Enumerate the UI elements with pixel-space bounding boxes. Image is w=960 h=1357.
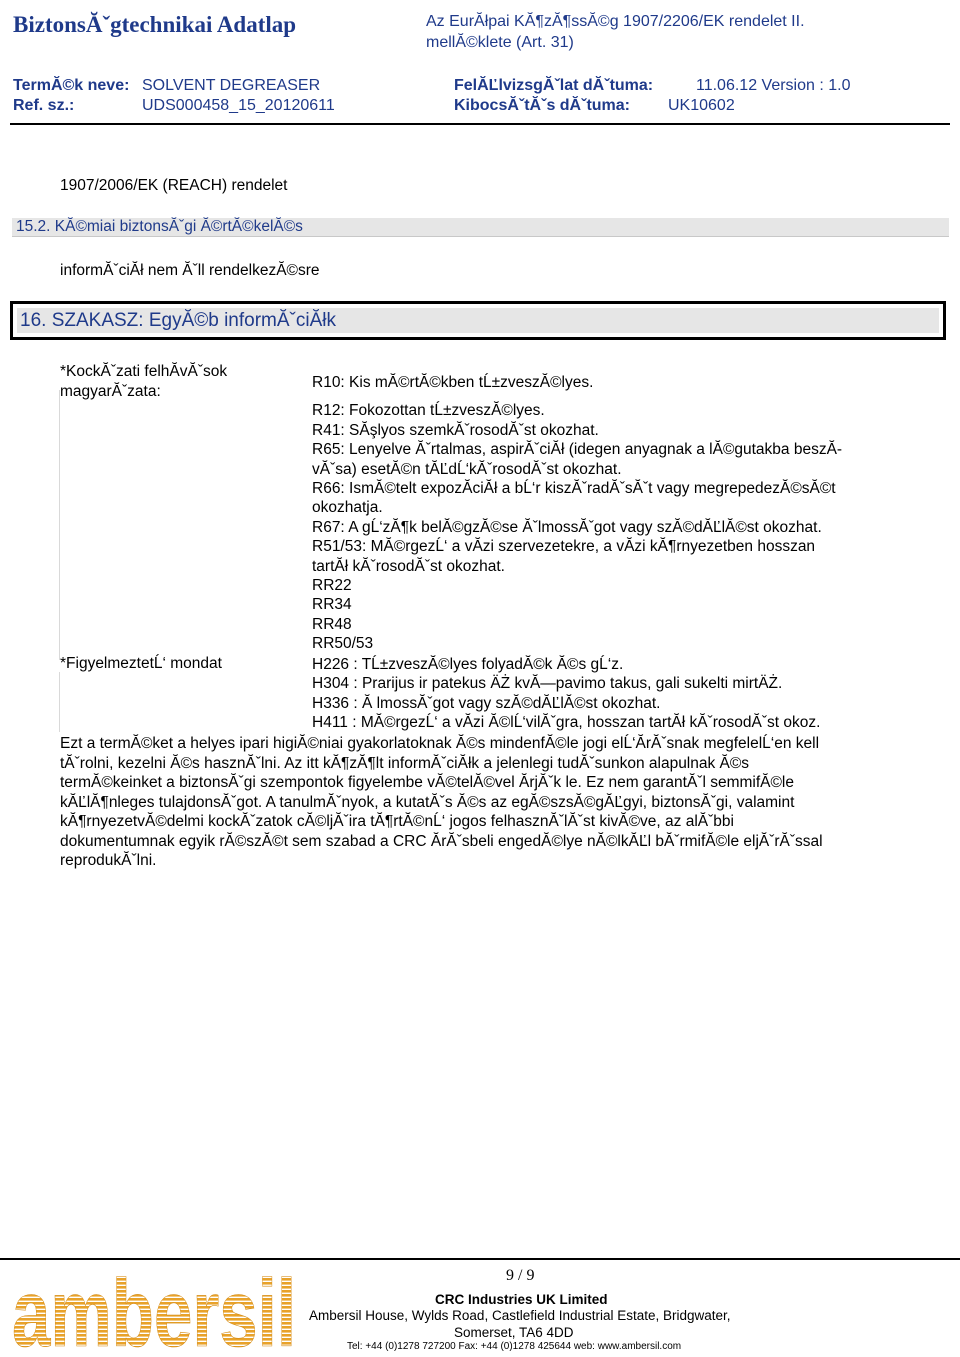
product-name-label: TermĂ©k neve: xyxy=(13,77,130,94)
logo-wordmark: ambersil xyxy=(12,1260,296,1357)
hazard-statement: H336 : Ă lmossĂˇgot vagy szĂ©dĂĽlĂ©st okozhat. xyxy=(312,694,661,712)
risk-line: vĂˇsa) esetĂ©n tĂĽdĹ‘kĂˇrosodĂˇst okozhat. xyxy=(312,460,622,478)
section-15-2-heading: 15.2. KĂ©miai biztonsĂˇgi Ă©rtĂ©kelĂ©s xyxy=(12,218,949,237)
hazard-statement: H226 : TĹ±zveszĂ©lyes folyadĂ©k Ă©s gĹ‘z. xyxy=(312,656,624,673)
risk-line: RR50/53 xyxy=(312,635,374,653)
company-contact: Tel: +44 (0)1278 727200 Fax: +44 (0)1278 425644 web: www.ambersil.com xyxy=(347,1341,682,1352)
section-15-2-text: informĂˇciĂł nem Ăˇll rendelkezĂ©sre xyxy=(60,262,320,279)
risk-line: RR34 xyxy=(312,596,352,614)
hazard-statement: H411 : MĂ©rgezĹ‘ a vĂzi Ă©lĹ‘vilĂˇgra, hosszan tartĂł kĂˇrosodĂˇst okoz. xyxy=(312,714,821,732)
risk-line: R41: SĂşlyos szemkĂˇrosodĂˇst okozhat. xyxy=(312,421,599,439)
warning-statements-list xyxy=(312,655,912,733)
risk-phrases-label: *KockĂˇzati felhĂvĂˇsok magyarĂˇzata: xyxy=(60,363,228,400)
risk-line: R66: IsmĂ©telt expozĂciĂł a bĹ‘r kiszĂˇradĂˇsĂˇt vagy megrepedezĂ©sĂ©t xyxy=(312,480,836,498)
risk-line: R67: A gĹ‘zĂ¶k belĂ©gzĂ©se ĂˇlmossĂˇgot vagy szĂ©dĂĽlĂ©st okozhat. xyxy=(312,518,822,536)
company-name: CRC Industries UK Limited xyxy=(435,1292,608,1307)
company-address-line-2: Somerset, TA6 4DD xyxy=(454,1325,574,1340)
risk-line: R10: Kis mĂ©rtĂ©kben tĹ±zveszĂ©lyes. xyxy=(312,374,594,391)
risk-line: R65: Lenyelve Ăˇrtalmas, aspirĂˇciĂł (idegen anyagnak a lĂ©gutakba beszĂ- xyxy=(312,441,843,459)
risk-line: RR22 xyxy=(312,577,352,595)
regulation-line-2: mellĂ©klete (Art. 31) xyxy=(426,34,574,51)
issue-date-label: KibocsĂˇtĂˇs dĂˇtuma: xyxy=(454,97,630,114)
table-border xyxy=(59,390,60,660)
header-divider xyxy=(10,123,950,125)
table-border xyxy=(59,672,60,732)
risk-line: R51/53: MĂ©rgezĹ‘ a vĂzi szervezetekre, a vĂzi kĂ¶rnyezetben hosszan xyxy=(312,538,816,556)
product-name-value: SOLVENT DEGREASER xyxy=(142,77,321,94)
ref-number-value: UDS000458_15_20120611 xyxy=(142,97,335,114)
risk-line: R12: Fokozottan tĹ±zveszĂ©lyes. xyxy=(312,402,545,420)
regulation-line-1: Az EurĂłpai KĂ¶zĂ¶ssĂ©g 1907/2206/EK rendelet II. xyxy=(426,13,805,30)
risk-phrases-list xyxy=(312,373,912,654)
reach-regulation: 1907/2006/EK (REACH) rendelet xyxy=(60,177,288,194)
document-title: BiztonsĂˇgtechnikai Adatlap xyxy=(13,12,297,37)
hazard-statement: H304 : Prarijus ir patekus ÄŻ kvĂ—pavimo takus, gali sukelti mirtÄŻ. xyxy=(312,675,783,693)
risk-line: tartĂł kĂˇrosodĂˇst okozhat. xyxy=(312,557,505,575)
section-16-heading-box xyxy=(10,301,946,340)
regulation-reference xyxy=(426,11,946,53)
ref-number-label: Ref. sz.: xyxy=(13,97,75,114)
warning-statement-label: *FigyelmeztetĹ‘ mondat xyxy=(60,655,222,672)
ambersil-logo xyxy=(12,1260,298,1357)
revision-date-label: FelĂĽlvizsgĂˇlat dĂˇtuma: xyxy=(454,77,654,94)
section-16-heading: 16. SZAKASZ: EgyĂ©b informĂˇciĂłk xyxy=(17,308,939,333)
disclaimer-paragraph: Ezt a termĂ©ket a helyes ipari higiĂ©niai gyakorlatoknak Ă©s mindenfĂ©le jogi elĹ‘ĂrĂˇsnak megfelelĹ‘en kell tĂˇrolni, kezelni Ă©s hasznĂˇlni. Az itt kĂ¶zĂ¶lt informĂˇciĂłk a jelenlegi tudĂˇsunkon alapulnak Ă©s termĂ©keinket a biztonsĂˇgi szempontok figyelembe vĂ©telĂ©vel ĂrjĂˇk le. Ez nem garantĂˇl semmifĂ©le kĂĽlĂ¶nleges tulajdonsĂˇgot. A tanulmĂˇnyok, a kutatĂˇs Ă©s az egĂ©szsĂ©gĂĽgyi, biztonsĂˇgi, valamint kĂ¶rnyezetvĂ©delmi kockĂˇzatok cĂ©ljĂˇira tĂ¶rtĂ©nĹ‘ jogos felhasznĂˇlĂˇst kivĂ©ve, az alĂˇbbi dokumentumnak egyik rĂ©szĂ©t sem szabad a CRC ĂrĂˇsbeli engedĂ©lye nĂ©lkĂĽl bĂˇrmifĂ©le eljĂˇrĂˇssal reprodukĂˇlni. xyxy=(60,735,823,869)
risk-line: okozhatja. xyxy=(312,499,383,517)
company-address-line-1: Ambersil House, Wylds Road, Castlefield Industrial Estate, Bridgwater, xyxy=(309,1308,731,1323)
page-number: 9 / 9 xyxy=(506,1267,535,1284)
issue-date-value: UK10602 xyxy=(668,97,735,114)
revision-date-value: 11.06.12 Version : 1.0 xyxy=(696,77,851,94)
risk-line: RR48 xyxy=(312,615,352,633)
